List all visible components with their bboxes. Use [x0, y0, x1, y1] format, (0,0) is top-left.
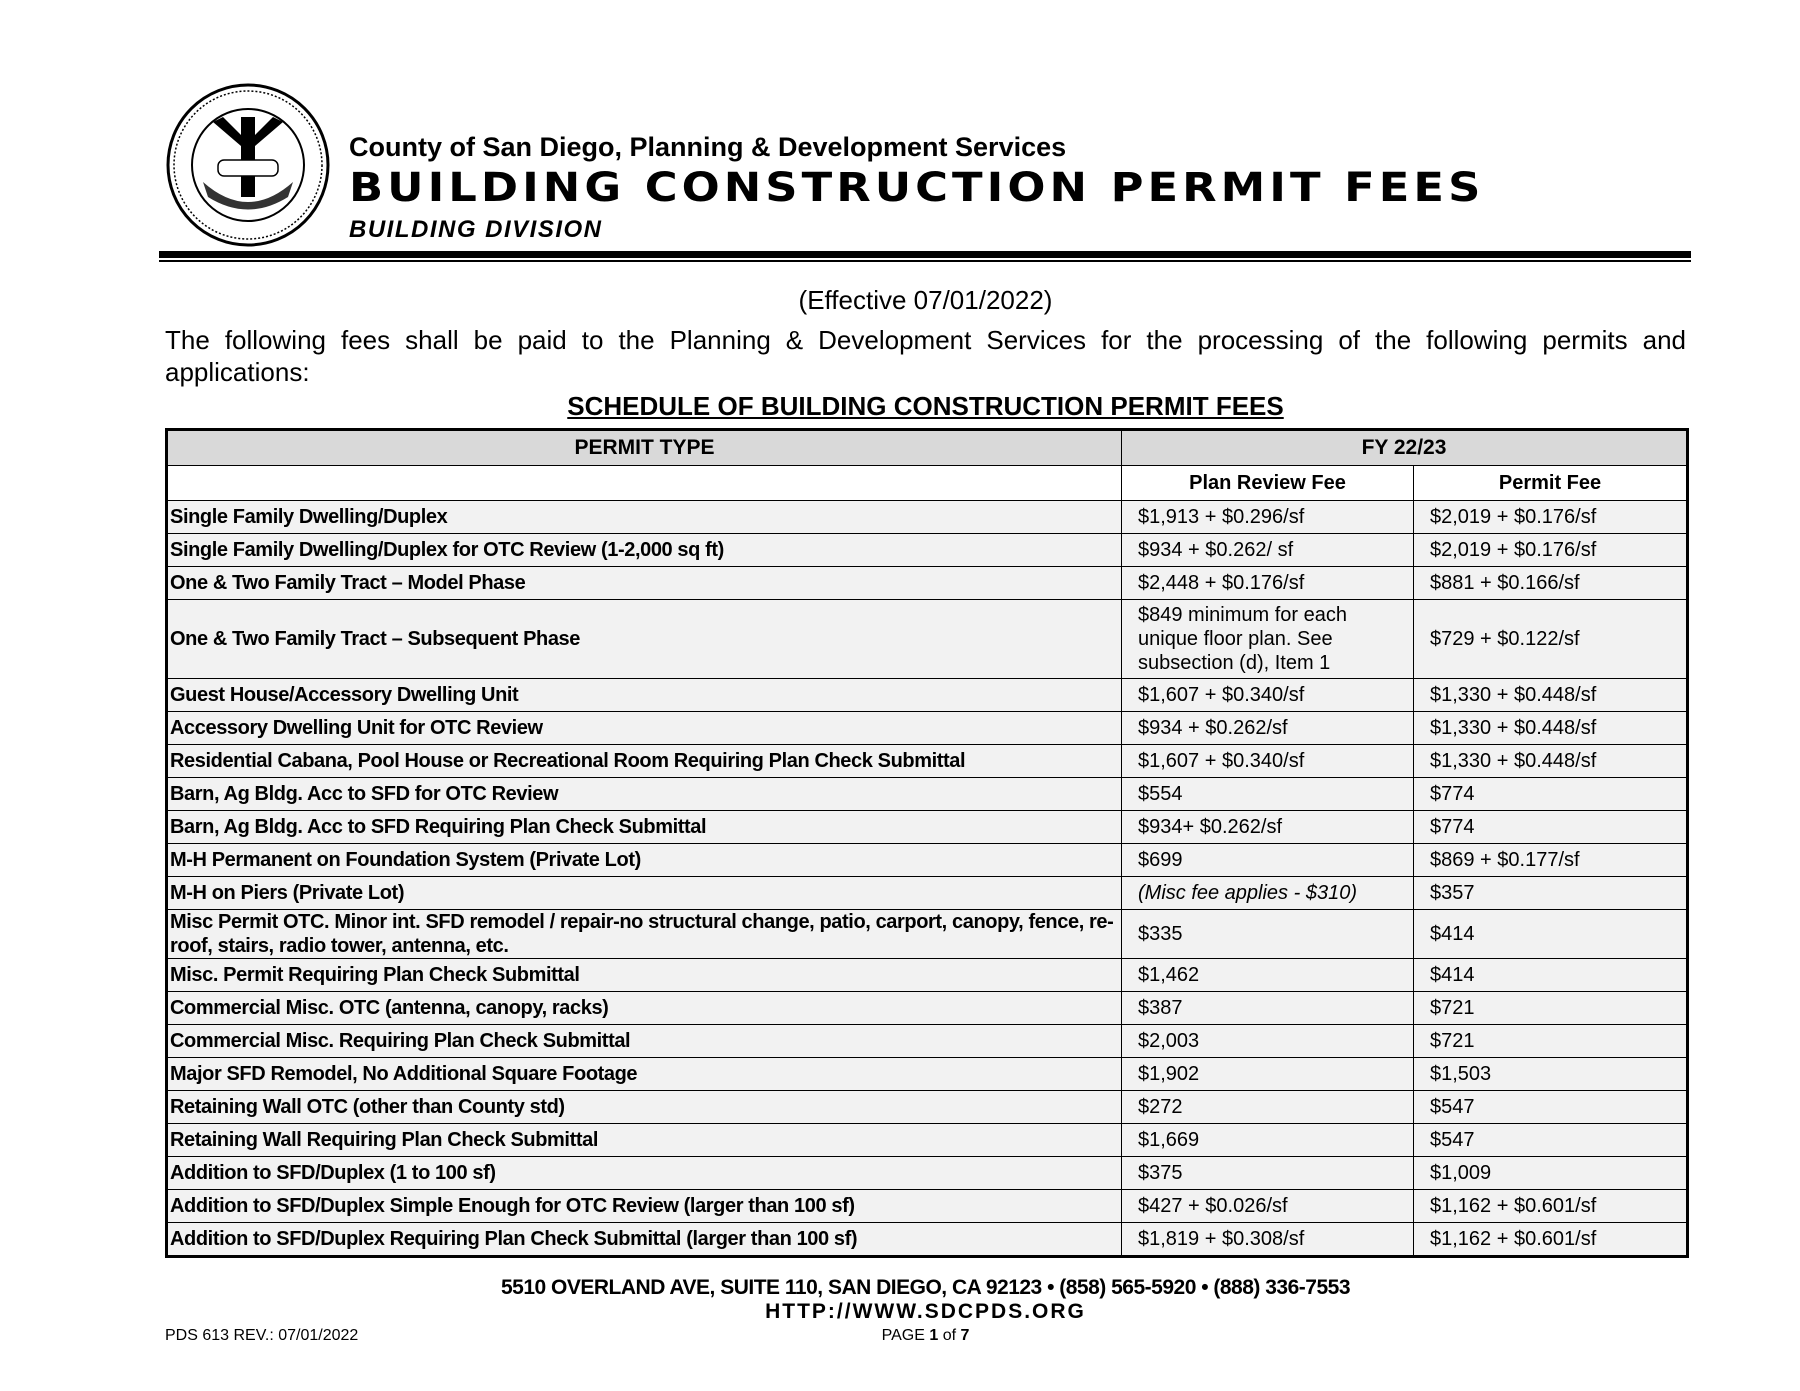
footer-bottom-line	[165, 1326, 1686, 1348]
footer	[165, 1276, 1686, 1348]
plan-review-fee-cell: $1,913 + $0.296/sf	[1122, 501, 1414, 534]
page-label: PAGE	[881, 1327, 925, 1344]
permit-fee-cell: $2,019 + $0.176/sf	[1414, 534, 1688, 567]
footer-address: 5510 OVERLAND AVE, SUITE 110, SAN DIEGO, CA 92123 • (858) 565-5920 • (888) 336-7553	[500, 1276, 1350, 1299]
plan-review-fee-cell: $1,669	[1122, 1124, 1414, 1157]
permit-fee-cell: $2,019 + $0.176/sf	[1414, 501, 1688, 534]
table-row	[167, 959, 1688, 992]
permit-type-cell: Major SFD Remodel, No Additional Square Footage	[167, 1058, 1122, 1091]
header-permit-type: PERMIT TYPE	[167, 430, 1122, 466]
table-row	[167, 745, 1688, 778]
permit-type-cell: Commercial Misc. OTC (antenna, canopy, racks)	[167, 992, 1122, 1025]
permit-fee-cell: $1,162 + $0.601/sf	[1414, 1190, 1688, 1223]
permit-type-cell: Misc. Permit Requiring Plan Check Submittal	[167, 959, 1122, 992]
permit-fee-cell: $774	[1414, 778, 1688, 811]
permit-type-cell: Misc Permit OTC. Minor int. SFD remodel / repair-no structural change, patio, carport, canopy, fence, re-roof, stairs, radio tower, antenna, etc.	[167, 910, 1122, 959]
document-body	[165, 284, 1686, 1348]
permit-fee-cell: $414	[1414, 910, 1688, 959]
plan-review-fee-cell: $1,462	[1122, 959, 1414, 992]
permit-type-cell: Single Family Dwelling/Duplex	[167, 501, 1122, 534]
plan-review-fee-cell: $554	[1122, 778, 1414, 811]
permit-fee-cell: $357	[1414, 877, 1688, 910]
permit-fee-cell: $1,330 + $0.448/sf	[1414, 712, 1688, 745]
table-row	[167, 992, 1688, 1025]
header-rule-thin	[159, 260, 1691, 262]
permit-fee-cell: $774	[1414, 811, 1688, 844]
schedule-title: SCHEDULE OF BUILDING CONSTRUCTION PERMIT FEES	[567, 391, 1284, 421]
plan-review-fee-cell: $1,607 + $0.340/sf	[1122, 745, 1414, 778]
permit-type-cell: Single Family Dwelling/Duplex for OTC Review (1-2,000 sq ft)	[167, 534, 1122, 567]
plan-review-fee-cell: $934+ $0.262/sf	[1122, 811, 1414, 844]
fee-table	[165, 428, 1689, 1258]
permit-type-cell: Addition to SFD/Duplex Requiring Plan Check Submittal (larger than 100 sf)	[167, 1223, 1122, 1257]
permit-type-cell: One & Two Family Tract – Subsequent Phase	[167, 600, 1122, 679]
form-number: PDS 613 REV.: 07/01/2022	[165, 1327, 359, 1344]
plan-review-fee-cell: $699	[1122, 844, 1414, 877]
plan-review-fee-cell: $427 + $0.026/sf	[1122, 1190, 1414, 1223]
permit-fee-cell: $1,330 + $0.448/sf	[1414, 679, 1688, 712]
table-row	[167, 534, 1688, 567]
permit-fee-cell: $881 + $0.166/sf	[1414, 567, 1688, 600]
plan-review-fee-cell: $934 + $0.262/sf	[1122, 712, 1414, 745]
permit-fee-cell: $547	[1414, 1091, 1688, 1124]
plan-review-fee-cell: $1,607 + $0.340/sf	[1122, 679, 1414, 712]
table-row	[167, 844, 1688, 877]
table-subheader-row	[167, 466, 1688, 501]
table-row	[167, 1058, 1688, 1091]
plan-review-fee-cell: $2,003	[1122, 1025, 1414, 1058]
plan-review-fee-cell: $335	[1122, 910, 1414, 959]
division-name: BUILDING DIVISION	[349, 216, 603, 243]
plan-review-fee-cell: $387	[1122, 992, 1414, 1025]
page-current: 1	[929, 1327, 939, 1344]
plan-review-fee-cell: $2,448 + $0.176/sf	[1122, 567, 1414, 600]
table-row	[167, 712, 1688, 745]
intro-paragraph: The following fees shall be paid to the Planning & Development Services for the processing of the following permits and applications:	[165, 325, 1686, 387]
permit-fee-cell: $1,162 + $0.601/sf	[1414, 1223, 1688, 1257]
page-indicator	[165, 1326, 1686, 1346]
permit-type-cell: One & Two Family Tract – Model Phase	[167, 567, 1122, 600]
plan-review-fee-cell: $1,902	[1122, 1058, 1414, 1091]
permit-type-cell: Barn, Ag Bldg. Acc to SFD Requiring Plan Check Submittal	[167, 811, 1122, 844]
table-row	[167, 1223, 1688, 1257]
table-row	[167, 567, 1688, 600]
header-plan-review-fee: Plan Review Fee	[1122, 466, 1414, 501]
permit-fee-cell: $1,330 + $0.448/sf	[1414, 745, 1688, 778]
permit-fee-cell: $721	[1414, 992, 1688, 1025]
plan-review-fee-cell: $849 minimum for each unique floor plan. See subsection (d), Item 1	[1122, 600, 1414, 679]
permit-type-cell: Addition to SFD/Duplex Simple Enough for OTC Review (larger than 100 sf)	[167, 1190, 1122, 1223]
permit-type-cell: Residential Cabana, Pool House or Recreational Room Requiring Plan Check Submittal	[167, 745, 1122, 778]
table-row	[167, 811, 1688, 844]
plan-review-fee-cell: (Misc fee applies - $310)	[1122, 877, 1414, 910]
table-row	[167, 1091, 1688, 1124]
table-row	[167, 679, 1688, 712]
permit-type-cell: M-H Permanent on Foundation System (Private Lot)	[167, 844, 1122, 877]
table-row	[167, 910, 1688, 959]
permit-fee-cell: $414	[1414, 959, 1688, 992]
table-row	[167, 1157, 1688, 1190]
permit-type-cell: Accessory Dwelling Unit for OTC Review	[167, 712, 1122, 745]
permit-type-cell: Barn, Ag Bldg. Acc to SFD for OTC Review	[167, 778, 1122, 811]
table-row	[167, 877, 1688, 910]
table-row	[167, 778, 1688, 811]
table-row	[167, 600, 1688, 679]
footer-url[interactable]: HTTP://WWW.SDCPDS.ORG	[765, 1300, 1086, 1323]
page-total: 7	[960, 1327, 970, 1344]
permit-type-cell: Retaining Wall OTC (other than County std)	[167, 1091, 1122, 1124]
header-permit-fee: Permit Fee	[1414, 466, 1688, 501]
table-row	[167, 501, 1688, 534]
plan-review-fee-cell: $934 + $0.262/ sf	[1122, 534, 1414, 567]
permit-type-cell: Addition to SFD/Duplex (1 to 100 sf)	[167, 1157, 1122, 1190]
table-header-row	[167, 430, 1688, 466]
plan-review-fee-cell: $272	[1122, 1091, 1414, 1124]
table-row	[167, 1190, 1688, 1223]
table-row	[167, 1124, 1688, 1157]
plan-review-fee-cell: $375	[1122, 1157, 1414, 1190]
permit-fee-cell: $721	[1414, 1025, 1688, 1058]
permit-fee-cell: $1,009	[1414, 1157, 1688, 1190]
table-row	[167, 1025, 1688, 1058]
permit-fee-cell: $869 + $0.177/sf	[1414, 844, 1688, 877]
page-of: of	[942, 1327, 957, 1344]
header-rule-thick	[159, 251, 1691, 258]
permit-fee-cell: $729 + $0.122/sf	[1414, 600, 1688, 679]
permit-fee-cell: $1,503	[1414, 1058, 1688, 1091]
effective-date: (Effective 07/01/2022)	[798, 285, 1053, 315]
permit-type-cell: Retaining Wall Requiring Plan Check Submittal	[167, 1124, 1122, 1157]
permit-type-cell: Guest House/Accessory Dwelling Unit	[167, 679, 1122, 712]
organization-name: County of San Diego, Planning & Development Services	[349, 132, 1067, 162]
permit-type-cell: M-H on Piers (Private Lot)	[167, 877, 1122, 910]
county-seal-logo	[163, 82, 333, 248]
header-fiscal-year: FY 22/23	[1122, 430, 1688, 466]
header-blank	[167, 466, 1122, 501]
document-title: BUILDING CONSTRUCTION PERMIT FEES	[349, 165, 1485, 211]
permit-type-cell: Commercial Misc. Requiring Plan Check Submittal	[167, 1025, 1122, 1058]
permit-fee-cell: $547	[1414, 1124, 1688, 1157]
plan-review-fee-cell: $1,819 + $0.308/sf	[1122, 1223, 1414, 1257]
